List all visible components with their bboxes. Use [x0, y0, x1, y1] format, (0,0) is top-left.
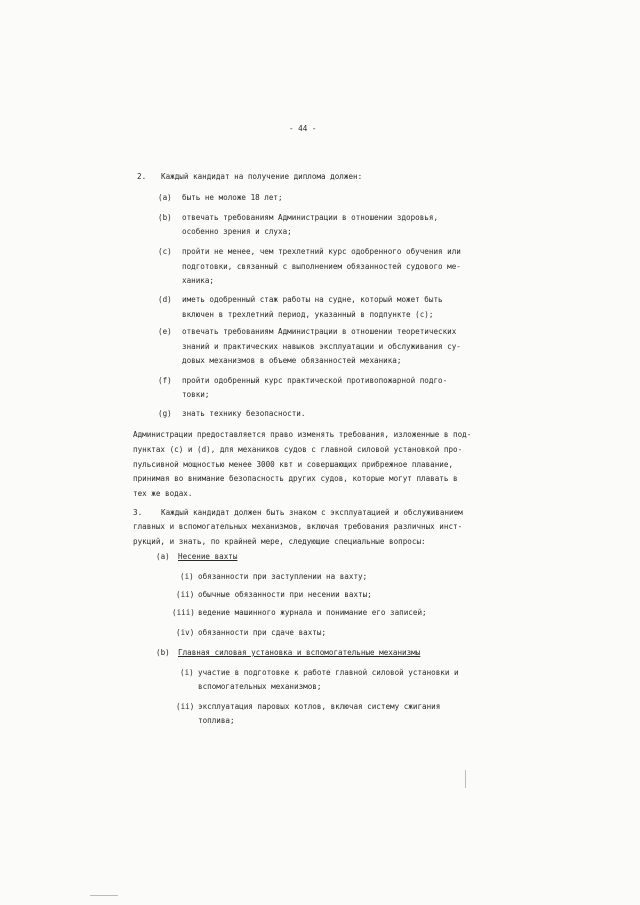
item-text: знать технику безопасности.: [182, 409, 306, 418]
roman-item-text: обязанности при сдаче вахты;: [198, 628, 327, 637]
roman-item-text: участие в подготовке к работе главной силовой установки и: [198, 668, 459, 677]
scan-mark: [465, 770, 466, 788]
roman-item-text: обязанности при заступлении на вахту;: [198, 572, 368, 581]
roman-item-text: ведение машинного журнала и понимание его записей;: [198, 608, 427, 617]
roman-item-label: (i): [180, 668, 194, 677]
admin-paragraph-line: пульсивной мощностью менее 3000 квт и совершающих прибрежное плавание,: [133, 460, 454, 469]
item-text: иметь одобренный стаж работы на судне, который может быть: [182, 295, 443, 304]
subsection-a-title: Несение вахты: [178, 552, 238, 561]
roman-item-label: (i): [180, 572, 194, 581]
item-label: (e): [158, 327, 172, 336]
subsection-b-title: Главная силовая установка и вспомогательные механизмы: [178, 648, 421, 657]
section-2-number: 2.: [137, 172, 147, 181]
scan-mark: [90, 895, 118, 896]
item-text: отвечать требованиям Администрации в отношении здоровья,: [182, 213, 439, 222]
roman-item-label: (ii): [176, 702, 195, 711]
roman-item-text: вспомогательных механизмов;: [198, 682, 322, 691]
admin-paragraph-line: Администрации предоставляется право изменять требования, изложенные в под-: [133, 430, 472, 439]
item-text: пройти одобренный курс практической противопожарной подго-: [182, 376, 448, 385]
section-3-intro-line: Каждый кандидат должен быть знаком с эксплуатацией и обслуживанием: [161, 508, 463, 517]
section-3-number: 3.: [133, 508, 143, 517]
item-text: быть не моложе 18 лет;: [182, 193, 283, 202]
item-label: (b): [158, 213, 172, 222]
item-text: товки;: [182, 390, 210, 399]
item-text: включен в трехлетний период, указанный в подпункте (c);: [182, 310, 434, 319]
item-text: довых механизмов в объеме обязанностей механика;: [182, 356, 402, 365]
roman-item-text: эксплуатация паровых котлов, включая систему сжигания: [198, 702, 441, 711]
item-text: подготовки, связанный с выполнением обязанностей судового ме-: [182, 262, 461, 271]
subsection-a-label: (a): [156, 552, 170, 561]
item-text: особенно зрения и слуха;: [182, 227, 292, 236]
section-3-intro-line: рукций, и знать, по крайней мере, следующие специальные вопросы:: [133, 537, 426, 546]
item-label: (g): [158, 409, 172, 418]
admin-paragraph-line: тех же водах.: [133, 489, 193, 498]
item-label: (f): [158, 376, 172, 385]
subsection-b-label: (b): [156, 648, 170, 657]
admin-paragraph-line: принимая во внимание безопасность других судов, которые могут плавать в: [133, 474, 458, 483]
roman-item-label: (iv): [176, 628, 195, 637]
section-3-intro-line: главных и вспомогательных механизмов, включая требования различных инст-: [133, 522, 463, 531]
item-text: пройти не менее, чем трехлетний курс одобренного обучения или: [182, 247, 461, 256]
roman-item-text: обычные обязанности при несении вахты;: [198, 590, 372, 599]
item-label: (d): [158, 295, 172, 304]
item-text: отвечать требованиям Администрации в отношении теоретических: [182, 327, 457, 336]
roman-item-label: (iii): [172, 608, 195, 617]
item-text: ханика;: [182, 276, 215, 285]
page-number: - 44 -: [289, 124, 317, 133]
item-label: (a): [158, 193, 172, 202]
admin-paragraph-line: пунктах (c) и (d), для механиков судов с главной силовой установкой про-: [133, 445, 463, 454]
item-text: знаний и практических навыков эксплуатации и обслуживания су-: [182, 342, 461, 351]
item-label: (c): [158, 247, 172, 256]
section-2-intro: Каждый кандидат на получение диплома должен:: [161, 172, 363, 181]
roman-item-text: топлива;: [198, 716, 235, 725]
roman-item-label: (ii): [176, 590, 195, 599]
